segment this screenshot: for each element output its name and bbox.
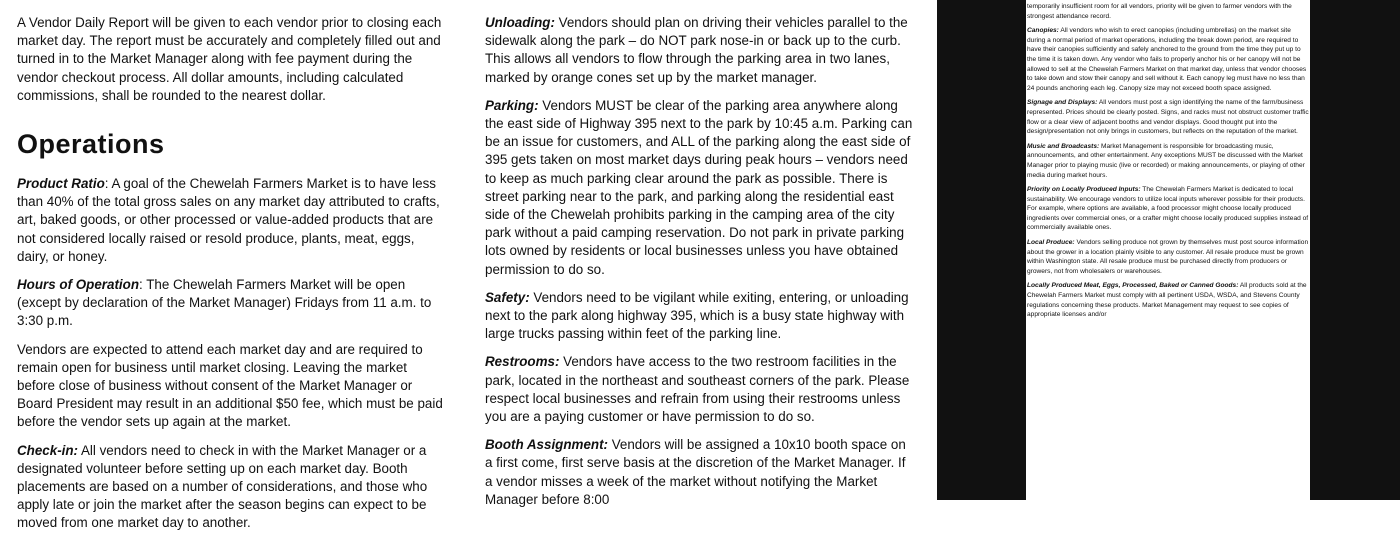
parking-paragraph [485,97,915,279]
thumb-signage-text: All vendors must post a sign identifying the name of the farm/business represented. Prices should be clearly posted. Signs, and racks must not obstruct customer traffic flow or a clear view of adjacent booths and vendor displays. Good thought put into the design/presentation not only brings in customers, but reflects on the reputation of the market. [1027,99,1309,136]
checkin-paragraph [17,442,447,533]
thumb-music-paragraph [1027,142,1310,180]
left-column [17,14,447,531]
thumb-local-label: Local Produce: [1027,239,1075,247]
product-ratio-label: Product Ratio [17,176,105,192]
product-ratio-text: : A goal of the Chewelah Farmers Market is to have less than 40% of the total gross sales on any market day attributed to crafts, art, baked goods, or other processed or value-added products that are not considered locally raised or resold produce, plants, meat, eggs, dairy, or honey. [17,176,440,264]
expected-paragraph: Vendors are expected to attend each market day and are required to remain open for business until market closing. Leaving the market before close of business without consent of the Market Manager or Board President may result in an additional $50 fee, which must be paid before the vendor sets up again at the market. [17,341,443,430]
thumb-priority-label: Priority on Locally Produced Inputs: [1027,186,1141,194]
thumb-signage-label: Signage and Displays: [1027,99,1098,107]
thumb-top-paragraph: temporarily insufficient room for all vendors, priority will be given to farmer vendors with the strongest attendance record. [1027,3,1292,20]
middle-column [485,14,915,507]
restrooms-label: Restrooms: [485,354,560,370]
product-ratio-paragraph [17,175,447,266]
unloading-text: Vendors should plan on driving their vehicles parallel to the sidewalk along the park – do NOT park nose-in or back up to the curb. This allows all vendors to flow through the parking area in two lanes, marked by orange cones set up by the market manager. [485,15,908,85]
thumb-meat-label: Locally Produced Meat, Eggs, Processed, Baked or Canned Goods: [1027,282,1239,290]
intro-paragraph: A Vendor Daily Report will be given to each vendor prior to closing each market day. The report must be accurately and completely filled out and turned in to the Market Manager along with fee payment during the vendor checkout process. All dollar amounts, including calculated commissions, shall be rounded to the nearest dollar. [17,15,442,103]
safety-paragraph [485,289,915,344]
checkin-label: Check-in: [17,442,79,458]
restrooms-text: Vendors have access to the two restroom facilities in the park, located in the northeast and southeast corners of the park. Please respect local businesses and refrain from using their restrooms unless you are a paying customer or have permission to do so. [485,354,910,425]
thumb-canopies-text: All vendors who wish to erect canopies (including umbrellas) on the market site during a normal period of market operations, including the break down period, are required to have their canopies sufficiently and safely anchored to the ground from the time they put up to the time it is taken down. Any vendor who fails to properly anchor his or her canopy will not be allowed to sell at the Chewelah Farmers Market on that market day, unless that vendor chooses to take down and stow their canopy and sell without it. Each canopy leg must have no less than 24 pounds anchoring each leg. Canopy size may not exceed booth space assigned. [1027,27,1307,92]
page-thumbnail [1026,0,1310,500]
thumb-signage-paragraph [1027,98,1310,136]
thumb-canopies-label: Canopies: [1027,27,1059,35]
thumb-priority-paragraph [1027,185,1310,233]
safety-text: Vendors need to be vigilant while exiting, entering, or unloading next to the park along highway 395, which is a busy state highway with large trucks passing within feet of the parking line. [485,289,909,342]
restrooms-paragraph [485,353,915,426]
safety-label: Safety: [485,289,530,305]
thumb-music-text: Market Management is responsible for broadcasting music, announcements, and other entertainment. Any exceptions MUST be discussed with the Market Manager prior to playing music (live or recorded) or making announcements, or playing of other media during market hours. [1027,142,1305,179]
parking-text: Vendors MUST be clear of the parking area anywhere along the east side of Highway 395 next to the park by 10:45 a.m. Parking can be an issue for customers, and ALL of the parking along the east side of 395 gets taken on most market days during peak hours – vendors need to keep as much parking clear around the park as possible. There is street parking near to the park, and parking along the residential east side of the Chewelah prohibits parking in the camping area of the city park without a paid camping reservation. Do not park in private parking lots owned by residents or local businesses unless you have obtained permission to do so. [485,97,913,277]
thumb-canopies-paragraph [1027,26,1310,93]
booth-paragraph [485,436,915,509]
thumb-local-paragraph [1027,238,1310,276]
thumb-meat-text: All products sold at the Chewelah Farmers Market must comply with all pertinent USDA, WSDA, and Stevens County regulations concerning these products. Market Management may request to see copies of appropriate licenses and/or [1027,282,1307,319]
unloading-label: Unloading: [485,15,555,30]
hours-label: Hours of Operation [17,277,140,293]
thumb-priority-text: The Chewelah Farmers Market is dedicated to local sustainability. We encourage vendors to utilize local inputs wherever possible for their products. For example, where options are available, a food processor might choose locally produced ingredients over commercial ones, or a crafter might choose locally produced supplies instead of commercially available ones. [1027,186,1309,232]
page-thumbnail-viewer [937,0,1400,500]
operations-heading: Operations [17,129,165,160]
thumb-local-text: Vendors selling produce not grown by themselves must post source information about the grower in a location plainly visible to any customer. All resale produce must be grown within Washington state. All resale produce must be purchased directly from producers or growers, not from wholesalers or warehouses. [1027,239,1309,275]
thumb-meat-paragraph [1027,281,1310,319]
checkin-text: All vendors need to check in with the Market Manager or a designated volunteer before setting up on each market day. Booth placements are based on a number of considerations, and those who apply late or join the market after the season begins can expect to be moved from one market day to another. [17,442,428,531]
booth-label: Booth Assignment: [485,437,608,453]
thumb-music-label: Music and Broadcasts: [1027,142,1100,150]
booth-text: Vendors will be assigned a 10x10 booth space on a first come, first serve basis at the discretion of the Market Manager. If a vendor misses a week of the market without notifying the Market Manager before 8:00 [485,437,906,507]
unloading-paragraph [485,14,915,87]
hours-paragraph [17,276,447,331]
hours-text: : The Chewelah Farmers Market will be open (except by declaration of the Market Manager) Fridays from 11 a.m. to 3:30 p.m. [17,277,432,329]
parking-label: Parking: [485,97,539,113]
